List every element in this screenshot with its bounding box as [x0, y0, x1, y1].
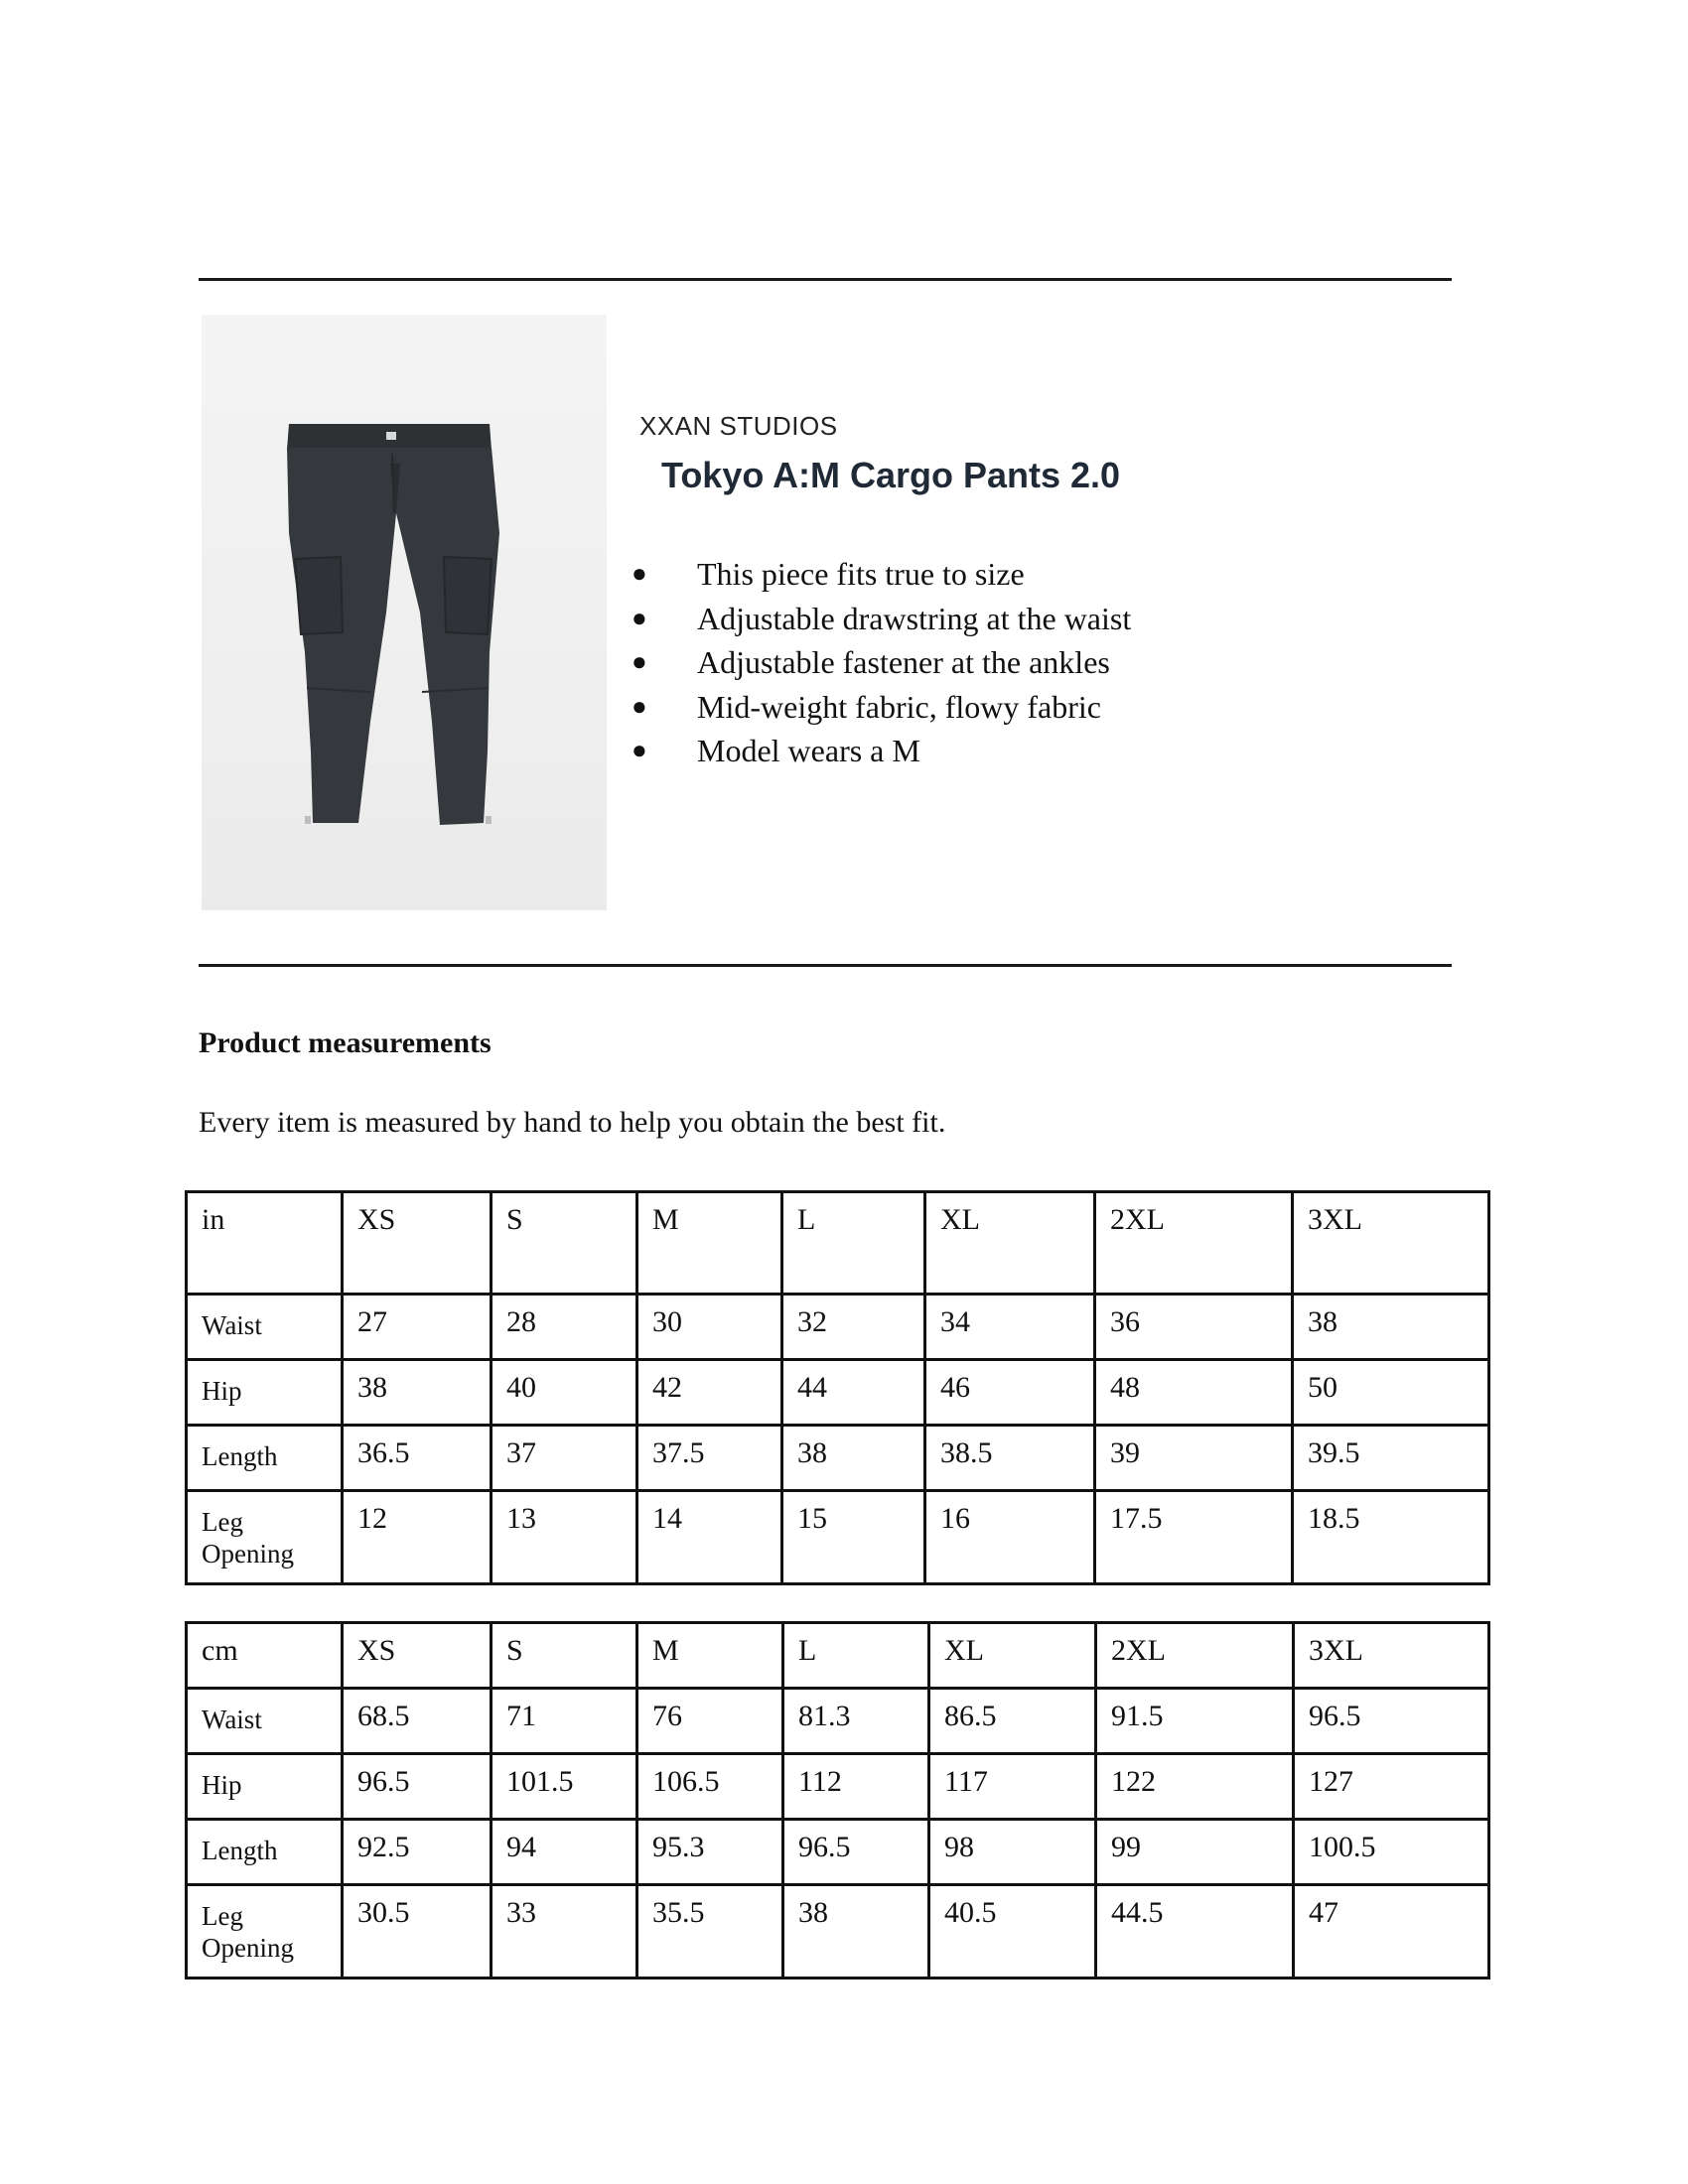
- value-cell: 50: [1293, 1360, 1489, 1426]
- value-cell: 16: [925, 1491, 1095, 1584]
- size-cell: 3XL: [1293, 1192, 1489, 1295]
- bullet-icon: ●: [632, 647, 647, 676]
- value-cell: 38: [343, 1360, 492, 1426]
- size-cell: 2XL: [1096, 1623, 1294, 1689]
- value-cell: 35.5: [637, 1885, 783, 1979]
- size-header-row: [187, 1192, 1489, 1295]
- measurements-intro: Every item is measured by hand to help you obtain the best fit.: [199, 1106, 946, 1139]
- value-cell: 44: [782, 1360, 925, 1426]
- size-chart-centimeters: [185, 1621, 1490, 1979]
- value-cell: 36: [1095, 1295, 1293, 1360]
- value-cell: 38: [782, 1426, 925, 1491]
- row-label: Length: [187, 1426, 343, 1491]
- value-cell: 12: [343, 1491, 492, 1584]
- value-cell: 14: [637, 1491, 782, 1584]
- value-cell: 44.5: [1096, 1885, 1294, 1979]
- table-row: [187, 1426, 1489, 1491]
- value-cell: 13: [492, 1491, 637, 1584]
- value-cell: 127: [1294, 1754, 1489, 1820]
- feature-text: Mid-weight fabric, flowy fabric: [697, 688, 1101, 725]
- value-cell: 39: [1095, 1426, 1293, 1491]
- size-cell: S: [492, 1623, 637, 1689]
- table-row: [187, 1295, 1489, 1360]
- value-cell: 76: [637, 1689, 783, 1754]
- unit-cell: cm: [187, 1623, 343, 1689]
- size-cell: M: [637, 1623, 783, 1689]
- value-cell: 71: [492, 1689, 637, 1754]
- row-label: Waist: [187, 1295, 343, 1360]
- table-row: [187, 1491, 1489, 1584]
- value-cell: 40.5: [929, 1885, 1096, 1979]
- value-cell: 42: [637, 1360, 782, 1426]
- value-cell: 100.5: [1294, 1820, 1489, 1885]
- unit-cell: in: [187, 1192, 343, 1295]
- value-cell: 122: [1096, 1754, 1294, 1820]
- product-photo: [202, 315, 607, 910]
- row-label: Waist: [187, 1689, 343, 1754]
- value-cell: 86.5: [929, 1689, 1096, 1754]
- section-divider: [199, 964, 1452, 967]
- size-cell: XS: [343, 1192, 492, 1295]
- size-cell: XL: [929, 1623, 1096, 1689]
- size-cell: S: [492, 1192, 637, 1295]
- cargo-pants-image: [202, 315, 607, 910]
- top-divider: [199, 278, 1452, 281]
- value-cell: 33: [492, 1885, 637, 1979]
- value-cell: 94: [492, 1820, 637, 1885]
- value-cell: 95.3: [637, 1820, 783, 1885]
- bullet-icon: ●: [632, 736, 647, 764]
- value-cell: 37: [492, 1426, 637, 1491]
- brand-name: XXAN STUDIOS: [639, 411, 838, 441]
- value-cell: 40: [492, 1360, 637, 1426]
- value-cell: 34: [925, 1295, 1095, 1360]
- size-cell: L: [782, 1192, 925, 1295]
- size-cell: 2XL: [1095, 1192, 1293, 1295]
- row-label: Leg Opening: [187, 1885, 343, 1979]
- size-cell: XL: [925, 1192, 1095, 1295]
- value-cell: 18.5: [1293, 1491, 1489, 1584]
- value-cell: 37.5: [637, 1426, 782, 1491]
- value-cell: 92.5: [343, 1820, 492, 1885]
- bullet-icon: ●: [632, 559, 647, 588]
- value-cell: 38.5: [925, 1426, 1095, 1491]
- product-title: Tokyo A:M Cargo Pants 2.0: [661, 455, 1121, 495]
- feature-text: Adjustable drawstring at the waist: [697, 600, 1132, 636]
- value-cell: 38: [1293, 1295, 1489, 1360]
- table-row: [187, 1754, 1489, 1820]
- value-cell: 96.5: [343, 1754, 492, 1820]
- feature-text: Model wears a M: [697, 733, 920, 768]
- value-cell: 91.5: [1096, 1689, 1294, 1754]
- row-label: Hip: [187, 1754, 343, 1820]
- table-row: [187, 1820, 1489, 1885]
- value-cell: 98: [929, 1820, 1096, 1885]
- value-cell: 27: [343, 1295, 492, 1360]
- value-cell: 32: [782, 1295, 925, 1360]
- table-row: [187, 1689, 1489, 1754]
- row-label: Hip: [187, 1360, 343, 1426]
- measurements-heading: Product measurements: [199, 1026, 492, 1059]
- value-cell: 99: [1096, 1820, 1294, 1885]
- value-cell: 96.5: [1294, 1689, 1489, 1754]
- bullet-icon: ●: [632, 691, 647, 721]
- size-cell: XS: [343, 1623, 492, 1689]
- value-cell: 81.3: [783, 1689, 929, 1754]
- value-cell: 112: [783, 1754, 929, 1820]
- feature-text: This piece fits true to size: [697, 556, 1025, 592]
- value-cell: 106.5: [637, 1754, 783, 1820]
- value-cell: 30: [637, 1295, 782, 1360]
- size-header-row: [187, 1623, 1489, 1689]
- size-cell: 3XL: [1294, 1623, 1489, 1689]
- size-cell: M: [637, 1192, 782, 1295]
- value-cell: 117: [929, 1754, 1096, 1820]
- value-cell: 36.5: [343, 1426, 492, 1491]
- size-chart-inches: [185, 1190, 1490, 1585]
- value-cell: 47: [1294, 1885, 1489, 1979]
- value-cell: 30.5: [343, 1885, 492, 1979]
- value-cell: 48: [1095, 1360, 1293, 1426]
- value-cell: 101.5: [492, 1754, 637, 1820]
- value-cell: 46: [925, 1360, 1095, 1426]
- value-cell: 68.5: [343, 1689, 492, 1754]
- bullet-icon: ●: [632, 603, 647, 632]
- value-cell: 39.5: [1293, 1426, 1489, 1491]
- value-cell: 17.5: [1095, 1491, 1293, 1584]
- size-cell: L: [783, 1623, 929, 1689]
- value-cell: 96.5: [783, 1820, 929, 1885]
- table-row: [187, 1360, 1489, 1426]
- value-cell: 15: [782, 1491, 925, 1584]
- row-label: Length: [187, 1820, 343, 1885]
- feature-text: Adjustable fastener at the ankles: [697, 644, 1110, 680]
- row-label: Leg Opening: [187, 1491, 343, 1584]
- value-cell: 28: [492, 1295, 637, 1360]
- value-cell: 38: [783, 1885, 929, 1979]
- table-row: [187, 1885, 1489, 1979]
